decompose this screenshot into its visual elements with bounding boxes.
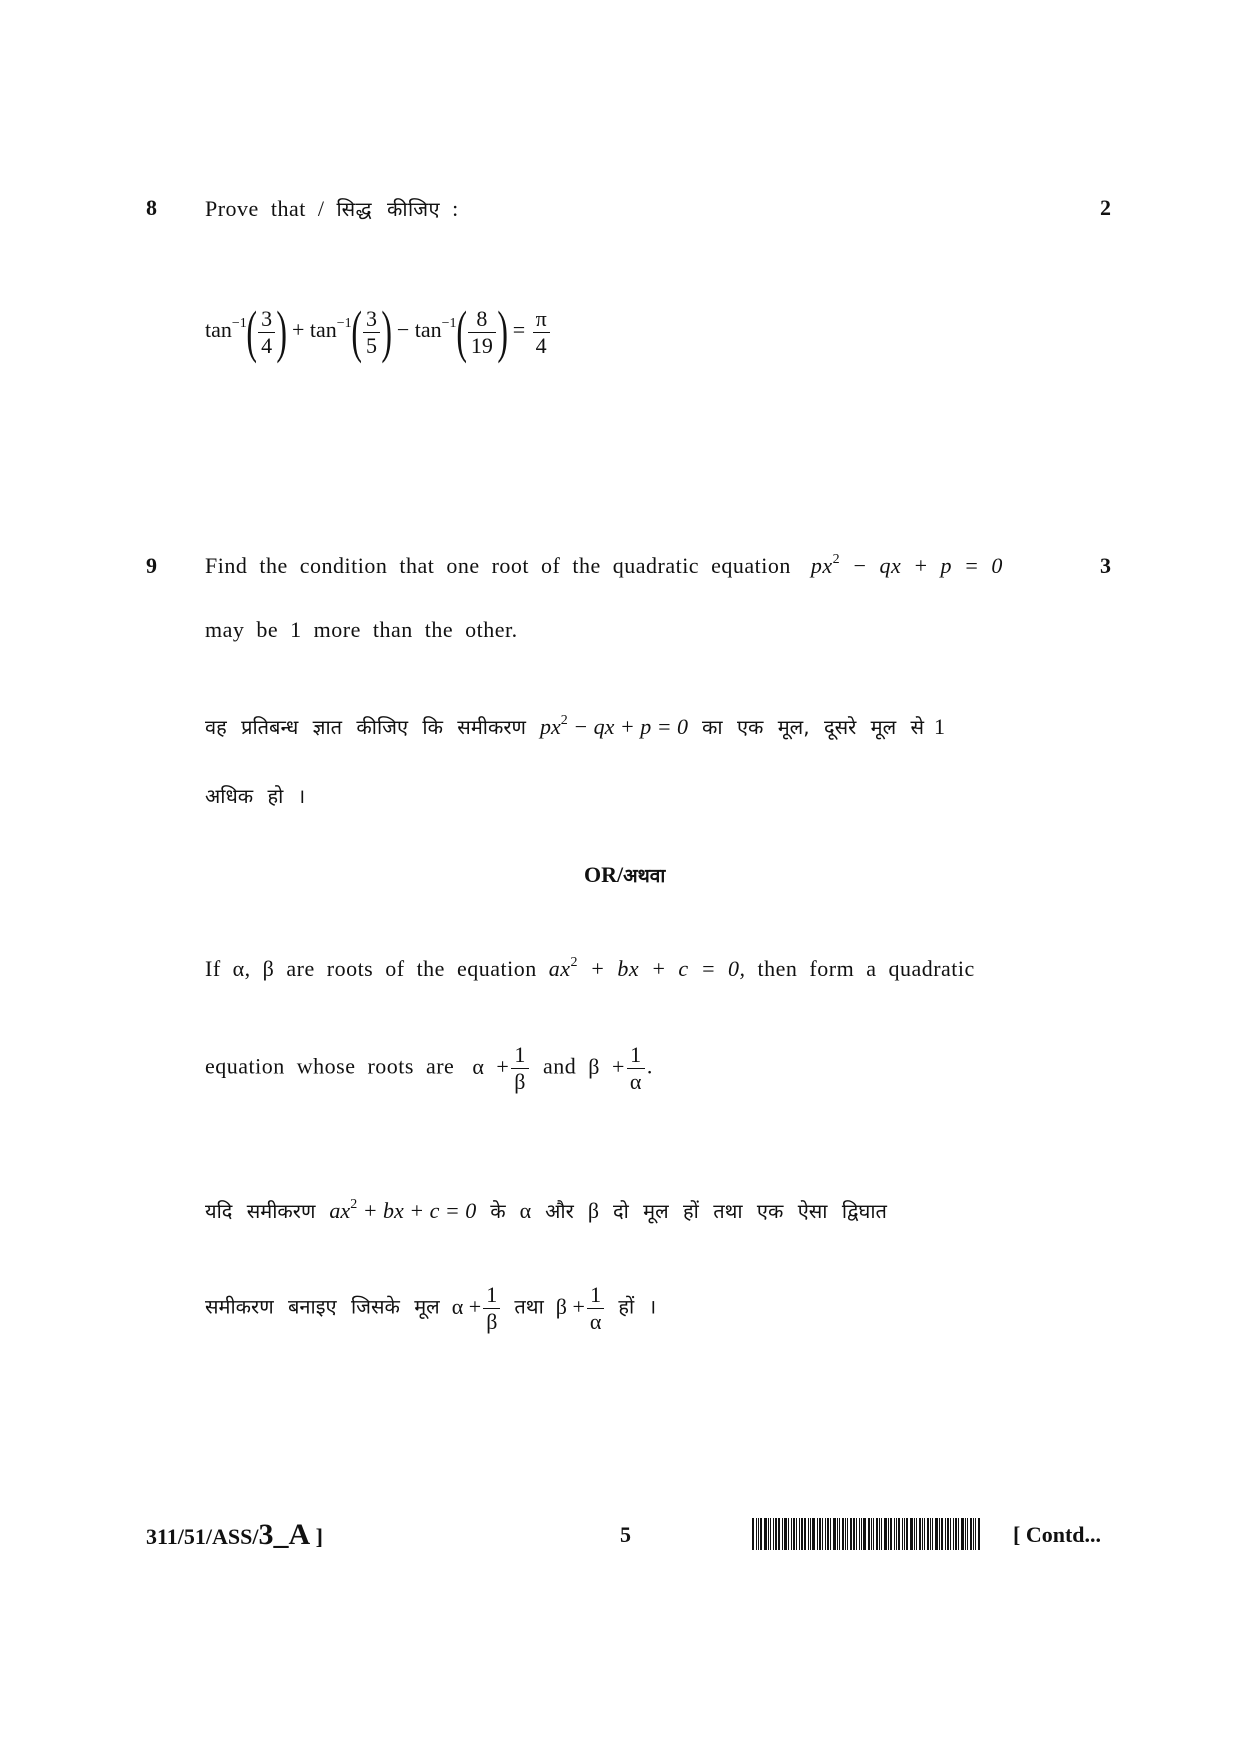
barcode-bar	[760, 1518, 762, 1550]
inverse-exponent: −1	[441, 316, 457, 332]
barcode-bar	[876, 1518, 878, 1550]
barcode-bar	[924, 1518, 925, 1550]
q9-hindi-number: 1	[934, 714, 946, 739]
barcode-bar	[758, 1518, 759, 1550]
q9-hindi-line-2: अधिक हो ।	[205, 784, 306, 808]
tan-fn: tan	[414, 317, 442, 343]
barcode-bar	[975, 1518, 976, 1550]
barcode-bar	[799, 1518, 800, 1550]
barcode-bar	[879, 1518, 880, 1550]
barcode-bar	[810, 1518, 811, 1550]
q9-text: Find the condition that one root of the quadratic equation	[205, 553, 791, 578]
contd-label: [ Contd...	[1013, 1522, 1102, 1547]
barcode-bar	[970, 1518, 972, 1550]
barcode-bar	[808, 1518, 809, 1550]
or-separator	[584, 862, 665, 888]
alt-equation: $ax^2$ + bx + c = 0,	[548, 955, 746, 981]
barcode-bar	[837, 1518, 838, 1550]
prompt-english: Prove that	[205, 196, 306, 221]
barcode-bar	[953, 1518, 954, 1550]
q9-equation: $px^2$ − qx + p = 0	[810, 552, 1003, 578]
tan-fn: tan	[309, 317, 337, 343]
barcode-bar	[910, 1518, 913, 1550]
prompt-hindi: सिद्ध कीजिए	[336, 197, 441, 221]
q9-english-line-1	[205, 553, 1003, 579]
question-number-8: 8	[146, 195, 157, 220]
barcode-bar	[817, 1518, 818, 1550]
barcode-bar	[842, 1518, 844, 1550]
barcode-bar	[853, 1518, 855, 1550]
barcode-bar	[775, 1518, 777, 1550]
barcode-bar	[859, 1518, 860, 1550]
barcode-bar	[812, 1518, 815, 1550]
alpha-beta: α, β	[232, 956, 275, 981]
q9-hindi-text: वह प्रतिबन्ध ज्ञात कीजिए कि समीकरण	[205, 715, 526, 739]
alt-english-line-2: equation whose roots are α + $\frac{1}{\beta}$ and β + $\frac{1}{\alpha}$ .	[205, 1042, 653, 1094]
barcode-bar	[833, 1518, 836, 1550]
q9-hindi-line-1	[205, 713, 946, 740]
barcode-bar	[939, 1518, 940, 1550]
tan-fn: tan	[205, 317, 232, 343]
alt-hindi-line-1: यदि समीकरण $ax^2$ + bx + c = 0 के α और β दो मूल हों तथा एक ऐसा द्विघात	[205, 1197, 887, 1223]
plus-sign: +	[291, 317, 305, 343]
equals-sign: =	[512, 317, 526, 343]
barcode-bar	[764, 1518, 767, 1550]
barcode-bar	[965, 1518, 966, 1550]
barcode-bar	[896, 1518, 897, 1550]
barcode-bar	[784, 1518, 787, 1550]
alt-english-line-1: If α, β are roots of the equation $ax^2$ + bx + c = 0, then form a quadratic	[205, 955, 975, 981]
barcode-bar	[973, 1518, 974, 1550]
page-number: 5	[620, 1522, 631, 1547]
barcode-bar	[756, 1518, 757, 1550]
barcode-bar	[902, 1518, 903, 1550]
or-english: OR/	[584, 862, 624, 887]
question-8-marks: 2	[1100, 195, 1111, 220]
barcode-bar	[961, 1518, 964, 1550]
barcode-bar	[793, 1518, 795, 1550]
q9-english-line-2: may be 1 more than the other.	[205, 617, 518, 642]
barcode-bar	[914, 1518, 915, 1550]
barcode-bar	[788, 1518, 789, 1550]
barcode-bar	[932, 1518, 933, 1550]
barcode-bar	[967, 1518, 968, 1550]
barcode-bar	[906, 1518, 908, 1550]
barcode-bar	[804, 1518, 806, 1550]
barcode-bar	[856, 1518, 857, 1550]
barcode-bar	[819, 1518, 821, 1550]
barcode-bar	[850, 1518, 852, 1550]
inverse-exponent: −1	[336, 316, 352, 332]
barcode-bar	[884, 1518, 887, 1550]
barcode-bar	[950, 1518, 951, 1550]
minus-sign: −	[396, 317, 410, 343]
barcode-bar	[830, 1518, 831, 1550]
barcode-bar	[935, 1518, 938, 1550]
barcode-bar	[894, 1518, 895, 1550]
fraction-1: $\frac{3}{4}$	[258, 306, 275, 359]
barcode-bar	[945, 1518, 946, 1550]
barcode-bar	[845, 1518, 846, 1550]
barcode-bar	[801, 1518, 803, 1550]
root-expression-2: β + $\frac{1}{\alpha}$	[588, 1054, 647, 1079]
root-expression-1: α + $\frac{1}{\beta}$	[472, 1054, 531, 1079]
hindi-root-2: β + $\frac{1}{\alpha}$	[556, 1294, 607, 1319]
prompt-colon: :	[452, 196, 459, 221]
barcode-bar	[941, 1518, 943, 1550]
barcode	[752, 1518, 981, 1550]
barcode-bar	[768, 1518, 769, 1550]
barcode-bar	[958, 1518, 959, 1550]
barcode-bar	[778, 1518, 780, 1550]
fraction-3: $\frac{8}{19}$	[468, 306, 496, 359]
q8-equation: $\tan^{-1}$( $\frac{3}{4}$ ) + $\tan^{-1}$( $\frac{3}{5}$ ) − $\tan^{-1}$( $\frac{8}{19}$ ) = $\frac{\pi}{4}$	[205, 303, 552, 361]
question-8-prompt	[205, 195, 459, 222]
barcode-bar	[796, 1518, 797, 1550]
barcode-bars	[752, 1518, 981, 1550]
barcode-bar	[773, 1518, 774, 1550]
barcode-bar	[827, 1518, 829, 1550]
question-number-9: 9	[146, 553, 157, 578]
barcode-bar	[825, 1518, 826, 1550]
paper-code: 311/51/ASS/3_A ]	[146, 1518, 323, 1551]
q9-hindi-text-2: का एक मूल, दूसरे मूल से	[702, 715, 925, 739]
alt-hindi-line-2: समीकरण बनाइए जिसके मूल α + $\frac{1}{\beta}$ तथा β + $\frac{1}{\alpha}$ हों ।	[205, 1282, 657, 1334]
barcode-bar	[791, 1518, 792, 1550]
barcode-bar	[888, 1518, 889, 1550]
q9-hindi-equation: $px^2$ − qx + p = 0	[539, 713, 689, 739]
barcode-bar	[898, 1518, 900, 1550]
barcode-bar	[919, 1518, 921, 1550]
prompt-separator: /	[317, 196, 325, 221]
barcode-bar	[881, 1518, 882, 1550]
barcode-bar	[873, 1518, 874, 1550]
barcode-bar	[752, 1518, 754, 1550]
barcode-bar	[916, 1518, 917, 1550]
barcode-bar	[782, 1518, 783, 1550]
barcode-bar	[947, 1518, 949, 1550]
barcode-bar	[770, 1518, 771, 1550]
barcode-bar	[890, 1518, 892, 1550]
barcode-bar	[955, 1518, 957, 1550]
barcode-bar	[847, 1518, 848, 1550]
barcode-bar	[978, 1518, 980, 1550]
fraction-2: $\frac{3}{5}$	[363, 306, 380, 359]
inverse-exponent: −1	[231, 316, 247, 332]
barcode-bar	[839, 1518, 840, 1550]
barcode-bar	[922, 1518, 923, 1550]
or-hindi: अथवा	[623, 865, 666, 887]
rhs-fraction: $\frac{\pi}{4}$	[533, 306, 550, 359]
barcode-bar	[868, 1518, 870, 1550]
alt-hindi-equation: $ax^2$ + bx + c = 0	[329, 1197, 477, 1223]
question-9-marks: 3	[1100, 553, 1111, 578]
barcode-bar	[863, 1518, 866, 1550]
barcode-bar	[927, 1518, 929, 1550]
barcode-bar	[871, 1518, 872, 1550]
hindi-root-1: α + $\frac{1}{\beta}$	[452, 1294, 503, 1319]
barcode-bar	[861, 1518, 862, 1550]
barcode-bar	[822, 1518, 823, 1550]
barcode-bar	[904, 1518, 905, 1550]
barcode-bar	[930, 1518, 931, 1550]
